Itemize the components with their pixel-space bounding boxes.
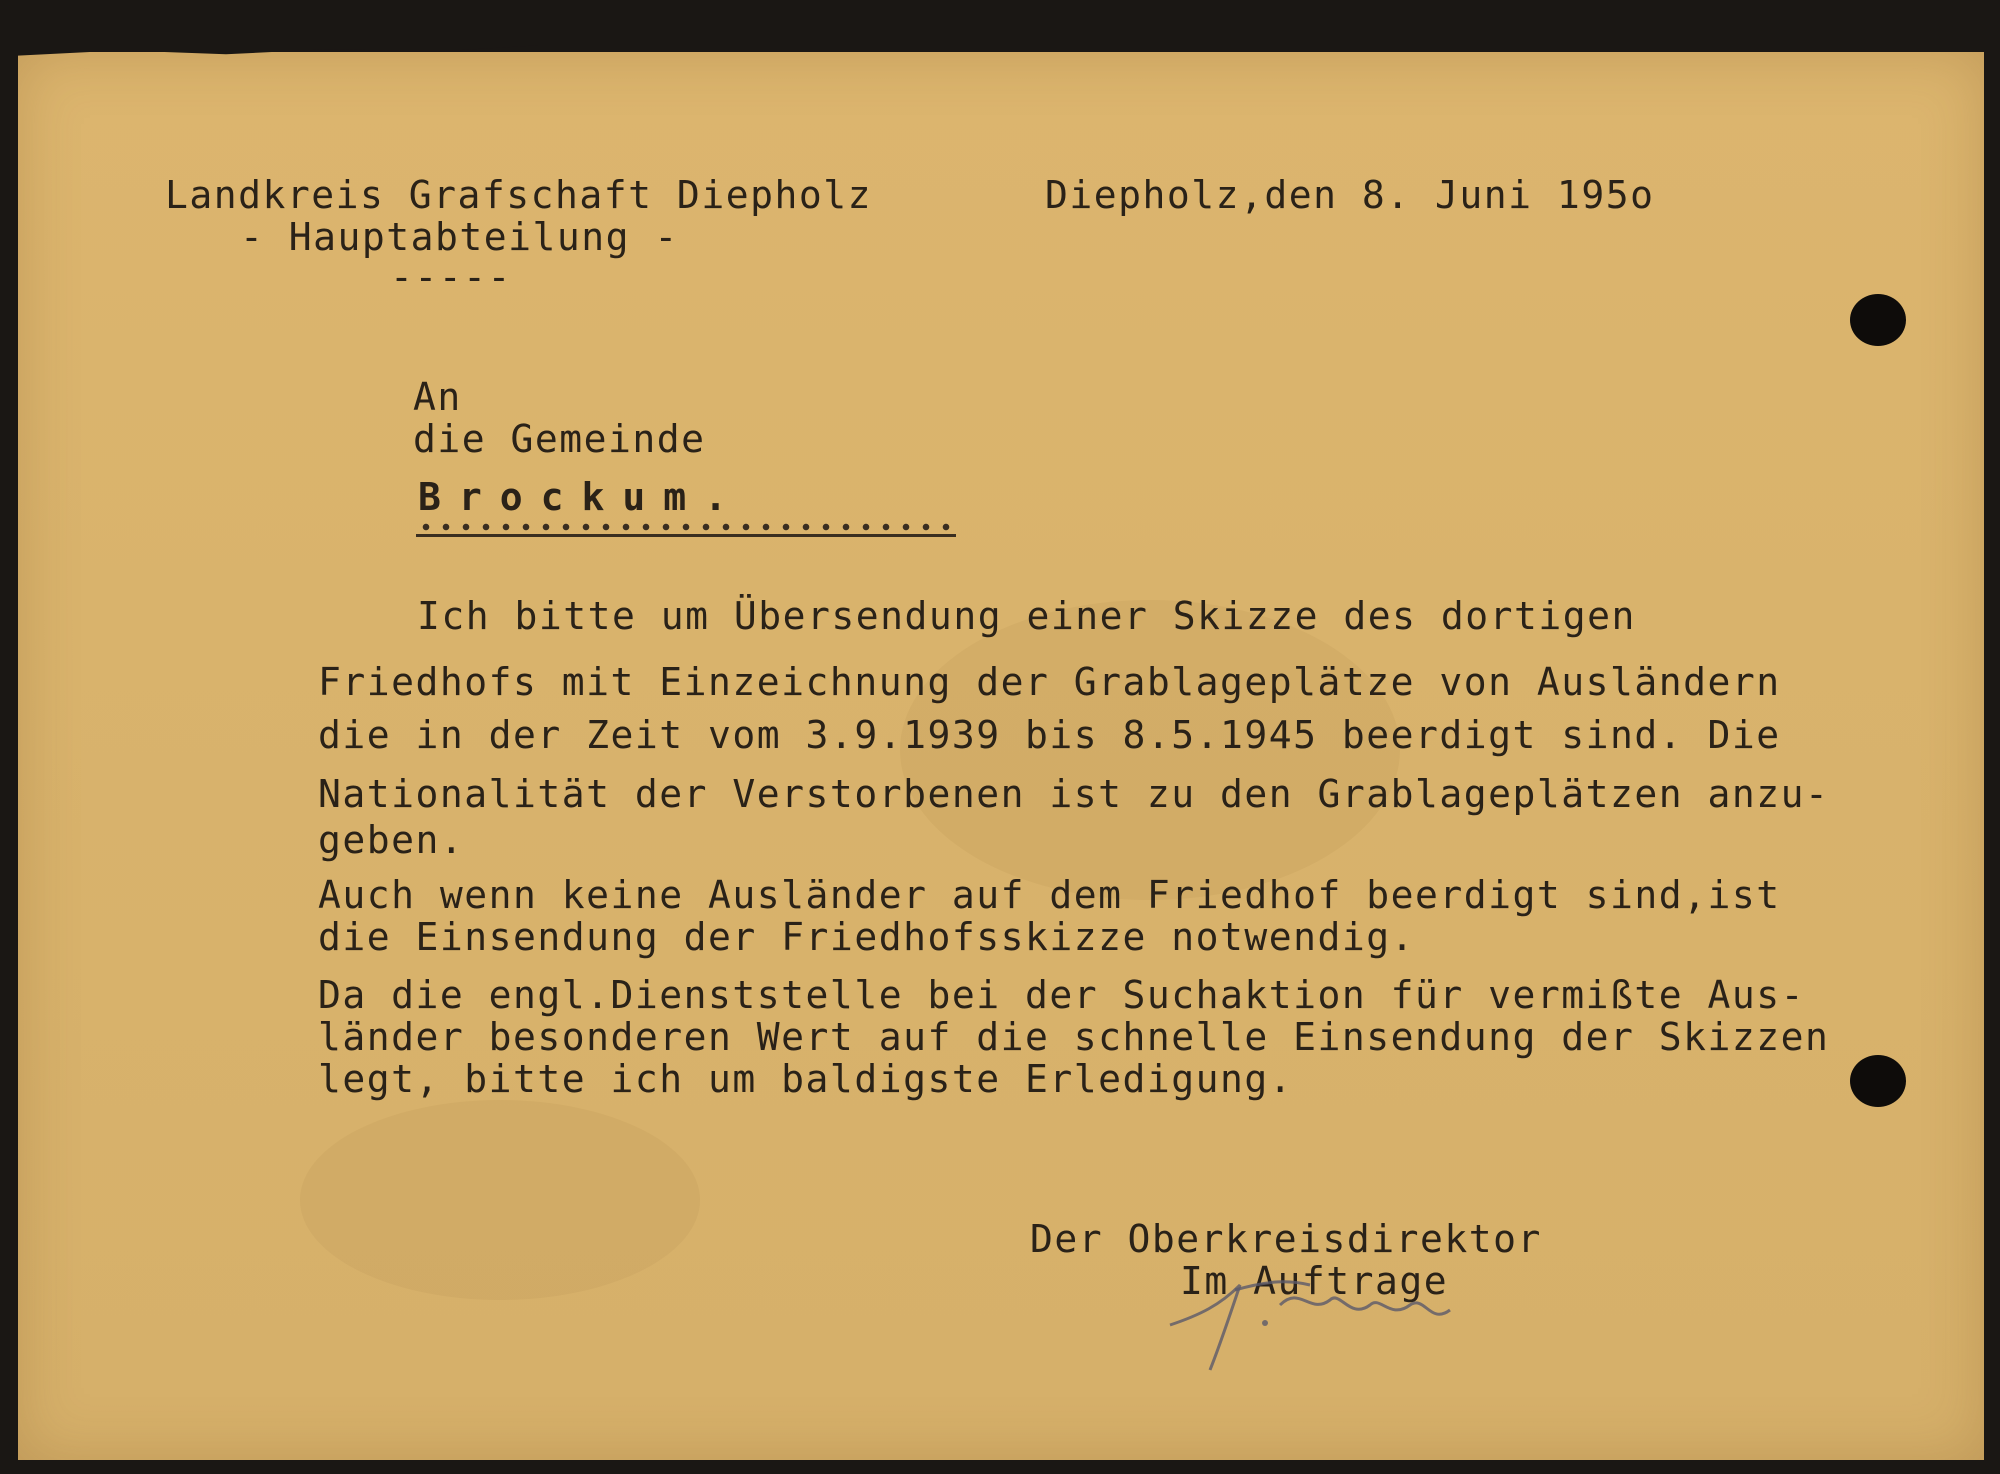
letterhead-authority: Landkreis Grafschaft Diepholz xyxy=(165,173,872,217)
body-line: Da die engl.Dienststelle bei der Suchaktion für vermißte Aus- xyxy=(318,973,1806,1017)
letterhead-department: - Hauptabteilung - xyxy=(240,215,679,259)
date-line: Diepholz,den 8. Juni 195o xyxy=(1045,173,1655,217)
recipient-underline xyxy=(416,520,956,537)
signature-icon xyxy=(1160,1245,1480,1375)
body-line: länder besonderen Wert auf die schnelle Einsendung der Skizzen xyxy=(318,1015,1830,1059)
closing-title: Der Oberkreisdirektor xyxy=(1030,1217,1542,1261)
body-line: die in der Zeit vom 3.9.1939 bis 8.5.1945 beerdigt sind. Die xyxy=(318,713,1781,757)
punch-hole xyxy=(1850,1055,1906,1107)
body-line: legt, bitte ich um baldigste Erledigung. xyxy=(318,1057,1294,1101)
recipient-line-1: An xyxy=(413,375,462,419)
body-line: Auch wenn keine Ausländer auf dem Friedhof beerdigt sind,ist xyxy=(318,873,1781,917)
body-line: Nationalität der Verstorbenen ist zu den Grablageplätzen anzu- xyxy=(318,772,1830,816)
recipient-place: Brockum. xyxy=(418,475,746,519)
paper-stain xyxy=(300,1100,700,1300)
body-line: Friedhofs mit Einzeichnung der Grablageplätze von Ausländern xyxy=(318,660,1781,704)
recipient-line-2: die Gemeinde xyxy=(413,417,706,461)
letterhead-rule: ----- xyxy=(390,255,512,299)
punch-hole xyxy=(1850,294,1906,346)
body-line: die Einsendung der Friedhofsskizze notwendig. xyxy=(318,915,1416,959)
body-line: geben. xyxy=(318,818,465,862)
body-line: Ich bitte um Übersendung einer Skizze des dortigen xyxy=(417,594,1636,638)
closing-by-order: Im Auftrage xyxy=(1180,1259,1449,1303)
